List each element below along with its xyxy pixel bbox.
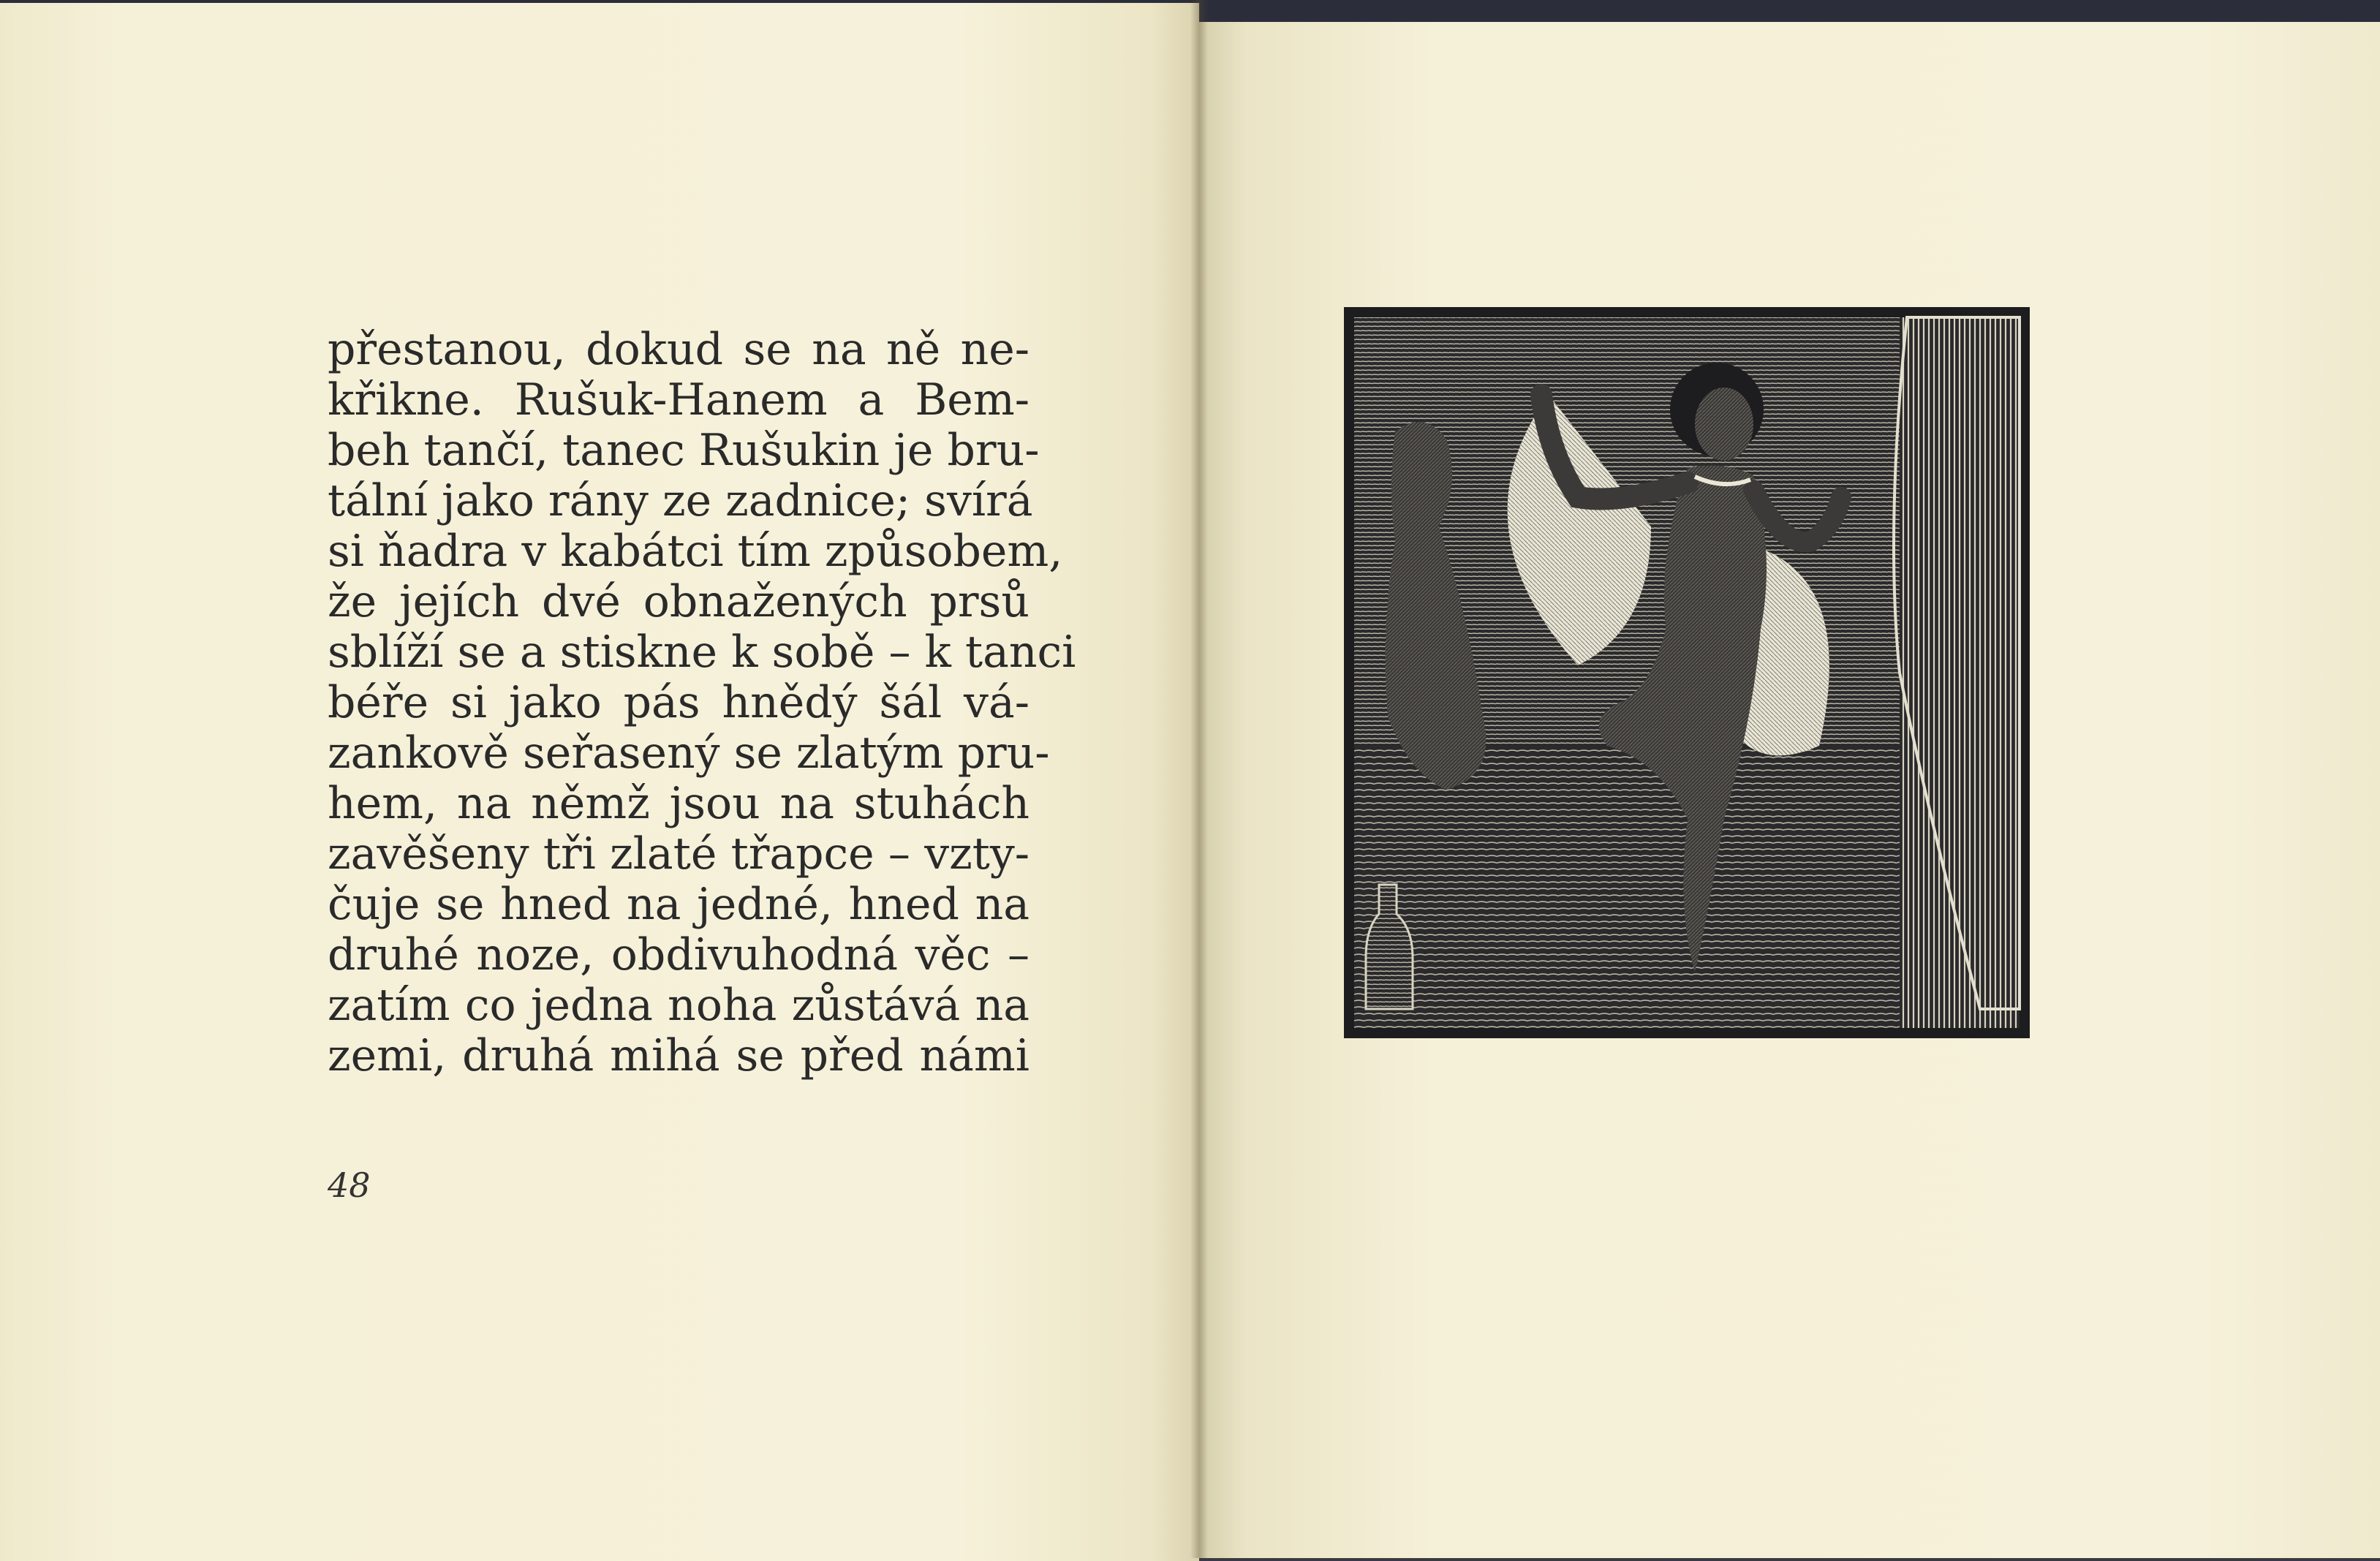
text-line: béře si jako pás hnědý šál vá-	[328, 677, 1030, 728]
book-gutter	[1190, 0, 1208, 1558]
text-line: zemi, druhá mihá se před námi	[328, 1030, 1030, 1081]
text-line: přestanou, dokud se na ně ne-	[328, 324, 1030, 375]
body-text	[328, 324, 1076, 1081]
text-line: zatím co jedna noha zůstává na	[328, 980, 1030, 1031]
woodcut-dancers-illustration	[1344, 307, 2030, 1038]
text-line: že jejích dvé obnažených prsů	[328, 576, 1030, 627]
text-line: beh tančí, tanec Rušukin je bru-	[328, 425, 1040, 476]
text-line: čuje se hned na jedné, hned na	[328, 879, 1030, 930]
page-number: 48	[328, 1165, 371, 1205]
text-line: zankově seřasený se zlatým pru-	[328, 727, 1050, 779]
text-line: tální jako rány ze zadnice; svírá	[328, 475, 1033, 526]
text-line: zavěšeny tři zlaté třapce – vzty-	[328, 828, 1030, 880]
text-line: sblíží se a stiskne k sobě – k tanci	[328, 627, 1076, 678]
text-line: druhé noze, obdivuhodná věc –	[328, 929, 1030, 980]
text-line: si ňadra v kabátci tím způsobem,	[328, 526, 1063, 577]
text-line: křikne. Rušuk-Hanem a Bem-	[328, 374, 1030, 426]
text-line: hem, na němž jsou na stuhách	[328, 778, 1030, 829]
